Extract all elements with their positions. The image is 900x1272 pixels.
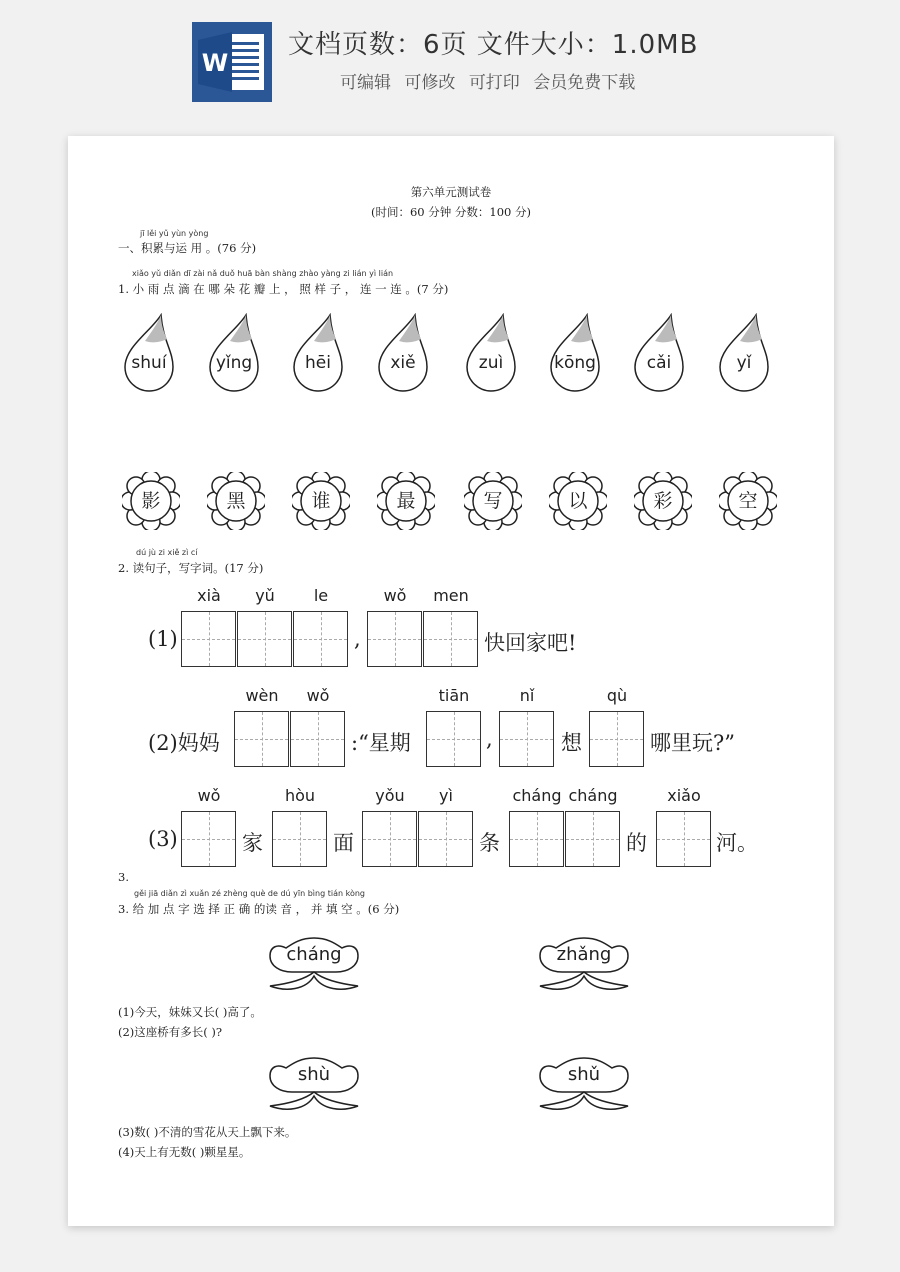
flower <box>464 472 522 530</box>
s1-label: (1) <box>148 627 178 651</box>
writing-box[interactable] <box>418 811 473 867</box>
q1-pinyin: xiǎo yǔ diǎn dī zài nǎ duǒ huā bàn shàng zhào yàng zi lián yì lián <box>132 269 394 278</box>
feature-printable: 可打印 <box>468 73 520 93</box>
writing-box[interactable] <box>565 811 620 867</box>
s2-tail: 哪里玩?” <box>650 731 735 755</box>
raindrop <box>121 313 177 393</box>
box-pinyin: cháng <box>512 786 562 805</box>
s3-label: (3) <box>148 827 178 851</box>
q3-line-3: (3)数( )不清的雪花从天上飘下来。 <box>118 1125 297 1139</box>
flower <box>719 472 777 530</box>
q3-number-stray: 3. <box>118 870 129 884</box>
box-pinyin: yǒu <box>375 786 405 805</box>
drop-pinyin: hēi <box>305 353 331 373</box>
s3-word-2: 面 <box>333 831 354 855</box>
flower-character: 空 <box>738 490 758 512</box>
leaf-pinyin: shǔ <box>567 1064 601 1085</box>
s1-comma: , <box>354 627 361 651</box>
writing-box[interactable] <box>181 811 236 867</box>
box-pinyin: xià <box>197 586 221 605</box>
flower <box>122 472 180 530</box>
flower <box>292 472 350 530</box>
drop-pinyin: kōng <box>554 353 596 373</box>
raindrop <box>463 313 519 393</box>
box-pinyin: cháng <box>568 786 618 805</box>
raindrop <box>206 313 262 393</box>
writing-box[interactable] <box>367 611 422 667</box>
flower <box>377 472 435 530</box>
flower-character: 谁 <box>311 490 331 512</box>
writing-box[interactable] <box>509 811 564 867</box>
writing-box[interactable] <box>656 811 711 867</box>
box-pinyin: xiǎo <box>667 786 701 805</box>
drop-pinyin: shuí <box>131 353 167 373</box>
writing-box[interactable] <box>272 811 327 867</box>
s2-comma: , <box>486 727 493 751</box>
box-pinyin: wèn <box>245 686 279 705</box>
writing-box[interactable] <box>499 711 554 767</box>
drop-pinyin: yǐ <box>736 353 752 373</box>
writing-box[interactable] <box>423 611 478 667</box>
flower <box>549 472 607 530</box>
drop-pinyin: yǐng <box>215 353 253 373</box>
box-pinyin: yì <box>439 786 453 805</box>
writing-box[interactable] <box>426 711 481 767</box>
drop-pinyin: zuì <box>478 353 504 373</box>
raindrop <box>716 313 772 393</box>
banner-title: 文档页数：6页 文件大小：1.0MB <box>288 30 699 60</box>
leaf-pinyin: cháng <box>286 944 342 965</box>
q3-line-4: (4)天上有无数( )颗星星。 <box>118 1145 251 1159</box>
writing-box[interactable] <box>362 811 417 867</box>
box-pinyin: le <box>313 586 329 605</box>
box-pinyin: wǒ <box>197 786 221 805</box>
q2-text: 2. 读句子，写字词。(17 分) <box>118 561 264 575</box>
box-pinyin: hòu <box>284 786 316 805</box>
drop-pinyin: xiě <box>390 353 416 373</box>
feature-member-free-download: 会员免费下载 <box>533 73 636 93</box>
raindrop <box>547 313 603 393</box>
section1-heading: 一、积累与运 用 。(76 分) <box>118 241 257 255</box>
flower-character: 影 <box>141 490 161 512</box>
drop-pinyin: cǎi <box>646 353 672 373</box>
raindrop <box>290 313 346 393</box>
flower-character: 最 <box>396 490 416 512</box>
leaf-pinyin: shù <box>297 1064 331 1085</box>
s3-word-3: 条 <box>479 831 500 855</box>
box-pinyin: nǐ <box>519 686 535 705</box>
writing-box[interactable] <box>293 611 348 667</box>
section1-pinyin: jī lěi yǔ yùn yòng <box>140 229 209 238</box>
flower-character: 写 <box>483 490 503 512</box>
box-pinyin: men <box>433 586 469 605</box>
box-pinyin: yǔ <box>255 586 275 605</box>
leaf-option <box>536 936 632 994</box>
raindrop <box>631 313 687 393</box>
s3-word-4: 的 <box>626 831 647 855</box>
writing-box[interactable] <box>237 611 292 667</box>
banner-features <box>340 68 643 93</box>
doc-subtitle: (时间：60 分钟 分数：100 分) <box>370 205 532 219</box>
box-pinyin: wǒ <box>306 686 330 705</box>
leaf-option <box>536 1056 632 1114</box>
q3-text: 3. 给 加 点 字 选 择 正 确 的读 音 ， 并 填 空 。(6 分) <box>118 902 400 916</box>
writing-box[interactable] <box>589 711 644 767</box>
raindrop <box>375 313 431 393</box>
s2-mid: 想 <box>561 731 582 755</box>
s1-tail: 快回家吧! <box>484 631 577 655</box>
document-banner <box>0 0 900 125</box>
q1-text: 1. 小 雨 点 滴 在 哪 朵 花 瓣 上 ， 照 样 子 ， 连 一 连 。(7 分) <box>118 282 449 296</box>
s2-colon: :“星期 <box>351 731 411 755</box>
document-page <box>68 136 834 1226</box>
flower-character: 以 <box>568 490 588 512</box>
q3-line-2: (2)这座桥有多长( )? <box>118 1025 223 1039</box>
q3-line-1: (1)今天，妹妹又长( )高了。 <box>118 1005 262 1019</box>
writing-box[interactable] <box>234 711 289 767</box>
flower-character: 黑 <box>226 490 246 512</box>
leaf-option <box>266 1056 362 1114</box>
leaf-option <box>266 936 362 994</box>
box-pinyin: qù <box>606 686 628 705</box>
s3-tail: 河。 <box>716 831 758 855</box>
s3-word-1: 家 <box>242 831 263 855</box>
writing-box[interactable] <box>290 711 345 767</box>
q3-pinyin: gěi jiā diǎn zì xuǎn zé zhèng què de dú yīn bìng tián kòng <box>134 889 365 898</box>
flower-character: 彩 <box>653 490 673 512</box>
feature-editable: 可编辑 <box>340 73 391 93</box>
flower <box>634 472 692 530</box>
svg-text:W: W <box>201 49 229 77</box>
doc-title: 第六单元测试卷 <box>410 185 492 199</box>
word-document-icon <box>192 22 272 102</box>
flower <box>207 472 265 530</box>
feature-modifiable: 可修改 <box>404 73 456 93</box>
box-pinyin: wǒ <box>383 586 407 605</box>
box-pinyin: tiān <box>438 686 470 705</box>
writing-box[interactable] <box>181 611 236 667</box>
q2-pinyin: dú jù zi xiě zì cí <box>136 548 198 557</box>
s2-label: (2)妈妈 <box>148 731 220 755</box>
leaf-pinyin: zhǎng <box>556 944 612 965</box>
